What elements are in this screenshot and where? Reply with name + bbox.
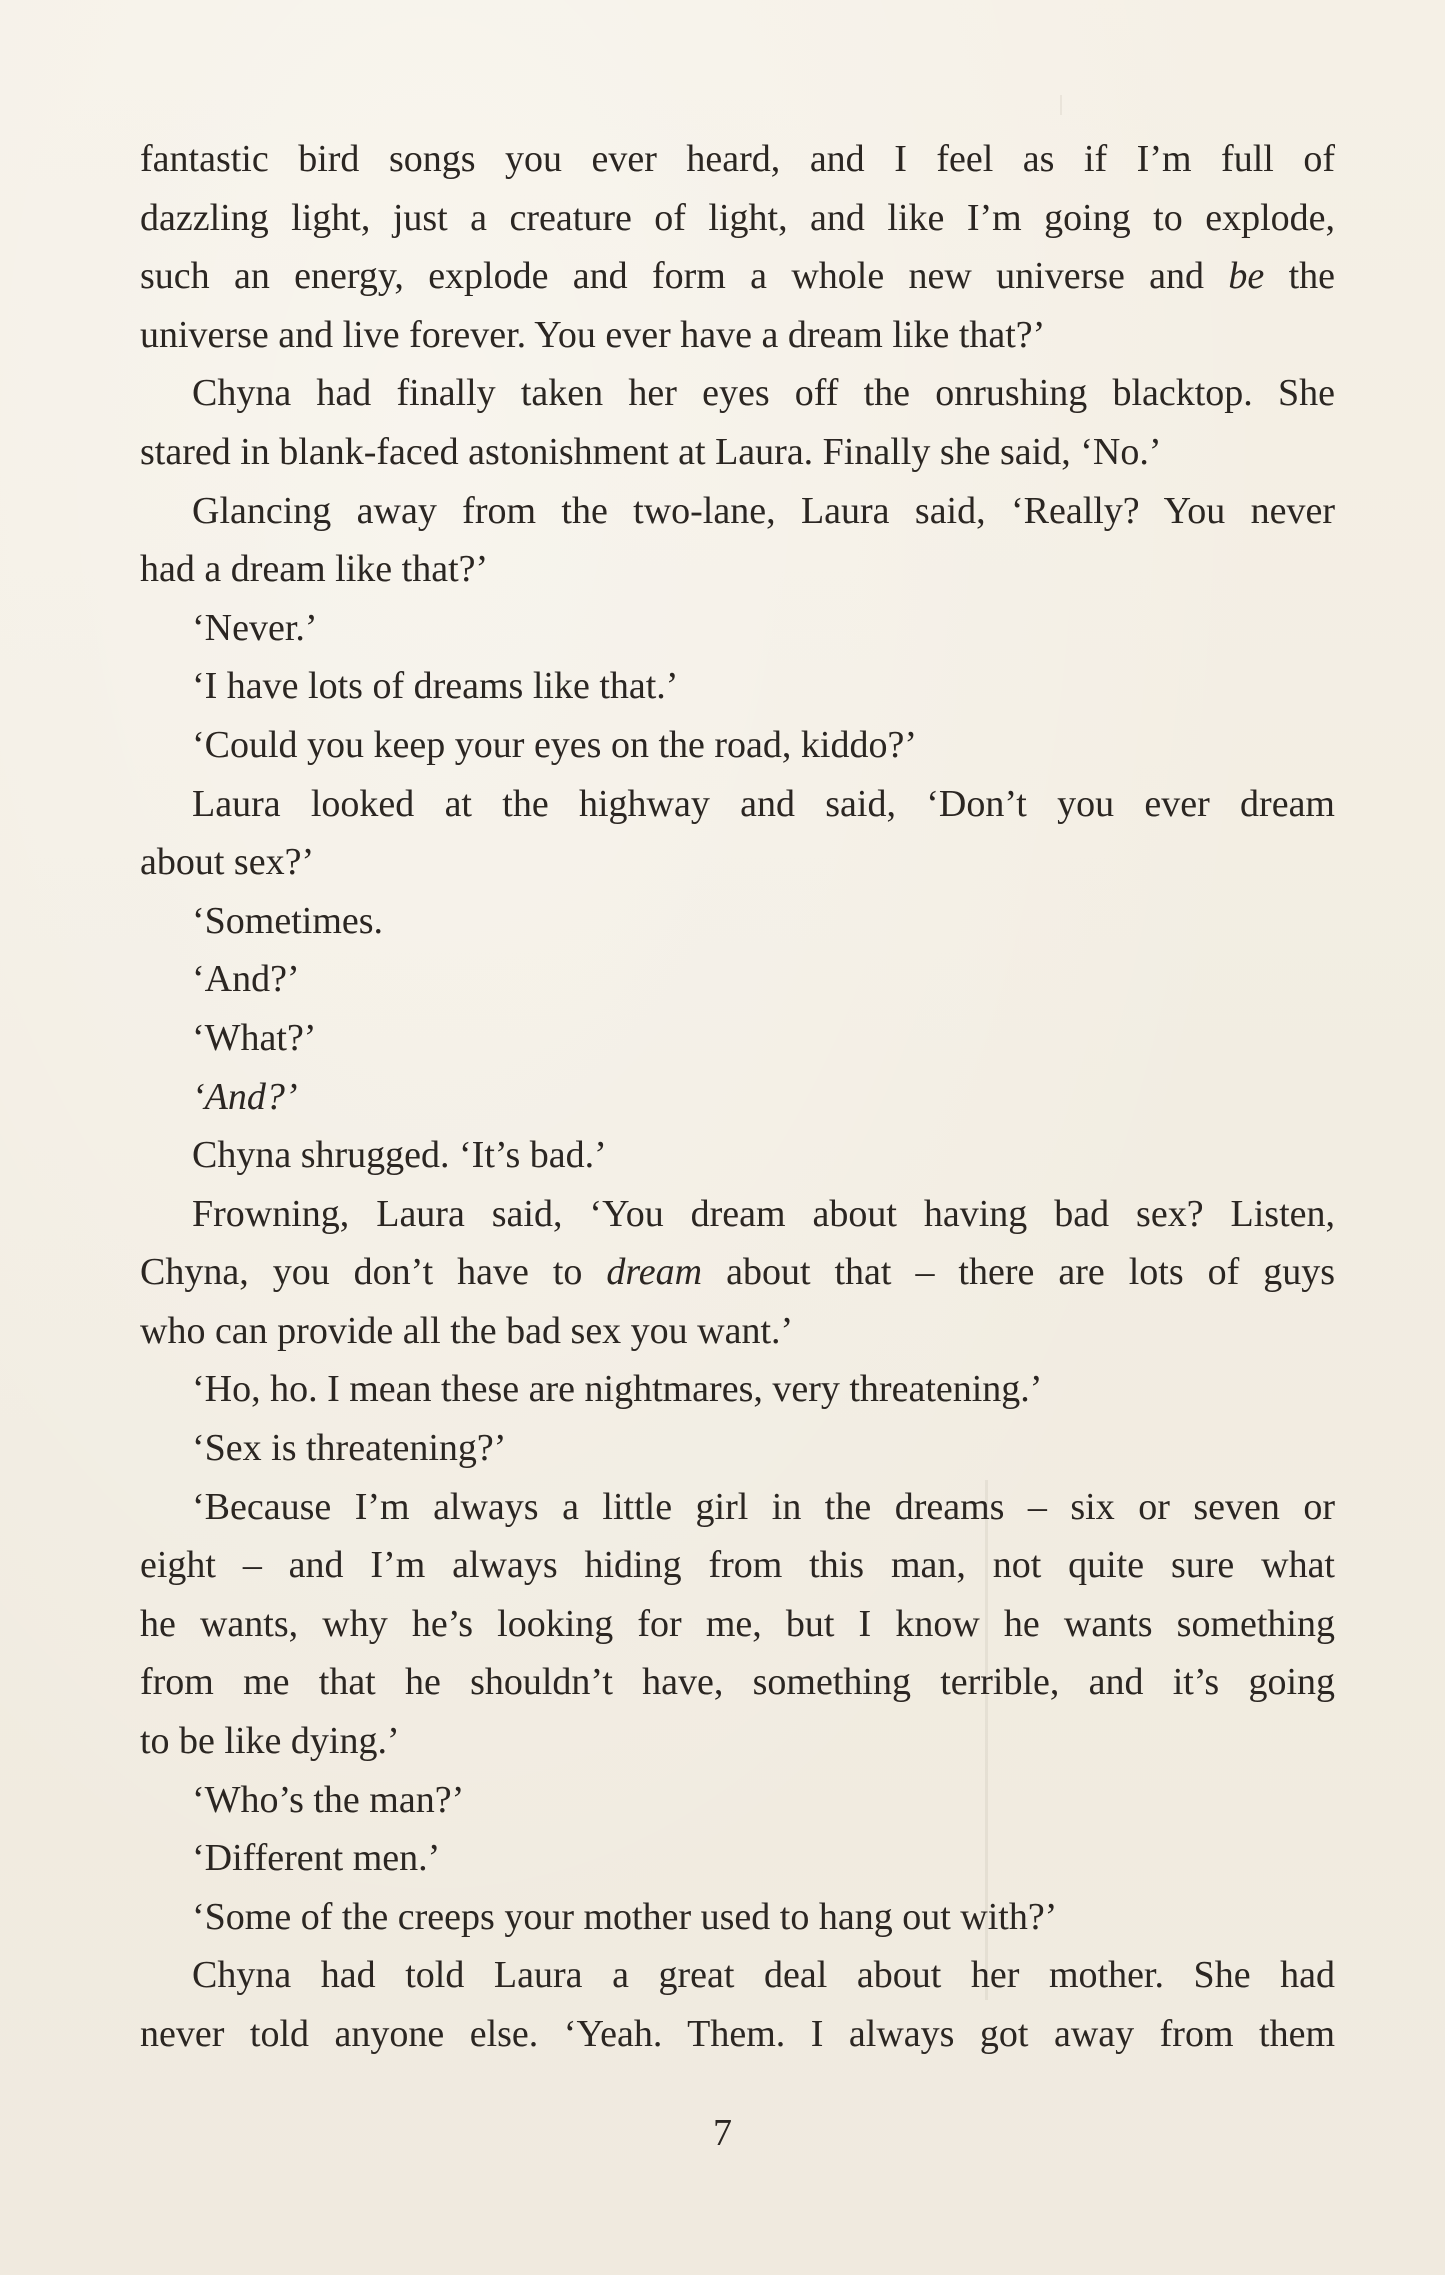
- text-line: had a dream like that?’: [140, 548, 489, 591]
- paper-crease: [1060, 95, 1062, 115]
- text-line: ‘Some of the creeps your mother used to hang out with?’: [192, 1895, 1058, 1938]
- body-text: [140, 130, 1335, 2064]
- text-line: from me that he shouldn’t have, something terrible, and it’s going: [140, 1661, 1335, 1704]
- text-line: ‘Sometimes.: [192, 899, 384, 942]
- text-line: Laura looked at the highway and said, ‘Don’t you ever dream: [192, 782, 1335, 825]
- text-line: [140, 1068, 1335, 1127]
- text-line: ‘Who’s the man?’: [192, 1778, 465, 1821]
- text-segment: the: [1264, 255, 1335, 298]
- text-line: universe and live forever. You ever have a dream like that?’: [140, 313, 1046, 356]
- emphasized-text: be: [1228, 255, 1265, 298]
- text-line: dazzling light, just a creature of light, and like I’m going to explode,: [140, 196, 1335, 239]
- text-line: Chyna had told Laura a great deal about her mother. She had: [192, 1954, 1335, 1997]
- page-number: 7: [713, 2112, 732, 2154]
- text-line: never told anyone else. ‘Yeah. Them. I always got away from them: [140, 2013, 1335, 2055]
- text-line: stared in blank-faced astonishment at Laura. Finally she said, ‘No.’: [140, 430, 1162, 473]
- text-line: [140, 1243, 1335, 1302]
- text-line: ‘What?’: [192, 1016, 317, 1059]
- text-line: ‘Never.’: [192, 606, 318, 649]
- text-line: [140, 247, 1335, 306]
- text-line: about sex?’: [140, 841, 315, 884]
- emphasized-text: dream: [606, 1251, 703, 1294]
- text-line: ‘And?’: [192, 958, 300, 1001]
- text-line: ‘Different men.’: [192, 1837, 441, 1880]
- text-segment: about that – there are lots of guys: [702, 1251, 1335, 1294]
- text-line: ‘Could you keep your eyes on the road, kiddo?’: [192, 723, 917, 766]
- text-line: to be like dying.’: [140, 1720, 400, 1763]
- text-segment: Chyna, you don’t have to: [140, 1251, 607, 1294]
- text-line: eight – and I’m always hiding from this man, not quite sure what: [140, 1544, 1335, 1587]
- text-line: he wants, why he’s looking for me, but I know he wants something: [140, 1602, 1335, 1645]
- text-line: Chyna had finally taken her eyes off the onrushing blacktop. She: [192, 372, 1335, 415]
- emphasized-text: ‘And?’: [192, 1075, 298, 1118]
- text-line: ‘Because I’m always a little girl in the dreams – six or seven or: [192, 1485, 1335, 1528]
- text-line: Chyna shrugged. ‘It’s bad.’: [192, 1134, 607, 1177]
- text-line: fantastic bird songs you ever heard, and I feel as if I’m full of: [140, 138, 1335, 180]
- text-line: who can provide all the bad sex you want.’: [140, 1309, 794, 1352]
- text-line: Glancing away from the two-lane, Laura said, ‘Really? You never: [192, 489, 1335, 532]
- text-line: ‘I have lots of dreams like that.’: [192, 665, 679, 708]
- text-line: ‘Sex is threatening?’: [192, 1427, 507, 1470]
- text-line: ‘Ho, ho. I mean these are nightmares, very threatening.’: [192, 1368, 1043, 1411]
- text-line: Frowning, Laura said, ‘You dream about having bad sex? Listen,: [192, 1192, 1335, 1235]
- text-segment: such an energy, explode and form a whole new universe and: [140, 255, 1229, 298]
